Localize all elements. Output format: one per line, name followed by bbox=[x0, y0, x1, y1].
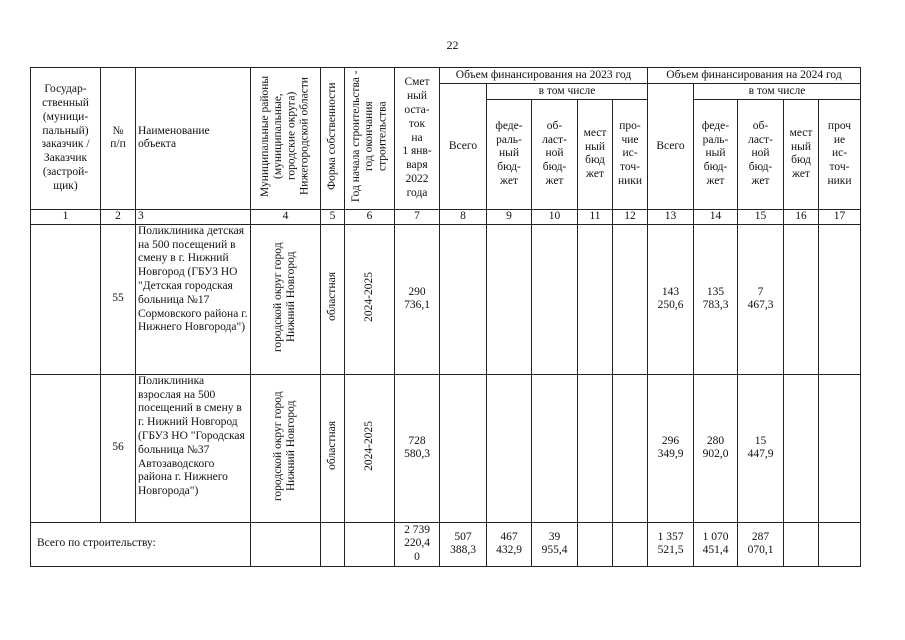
y2023-regional bbox=[532, 224, 578, 374]
y2024-federal: 280 902,0 bbox=[694, 374, 738, 522]
y2023-other bbox=[613, 374, 648, 522]
header-years: Год начала строительства - год окончания строительства bbox=[345, 68, 395, 210]
y2024-total: 296 349,9 bbox=[648, 374, 694, 522]
col-number: 16 bbox=[784, 209, 819, 224]
header-2023-other: про- чие ис- точ- ники bbox=[613, 99, 648, 209]
y2023-regional bbox=[532, 374, 578, 522]
row-number: 56 bbox=[101, 374, 136, 522]
header-estimate: Смет ный оста- ток на 1 янв- варя 2022 года bbox=[395, 68, 440, 210]
header-district: Муниципальные районы (муниципальные, городские округа) Нижегородской области bbox=[251, 68, 321, 210]
header-2023-total: Всего bbox=[440, 84, 487, 210]
table-row bbox=[31, 374, 861, 522]
header-ownership: Форма собственности bbox=[321, 68, 345, 210]
y2024-local bbox=[784, 374, 819, 522]
totals-y2023-local bbox=[578, 522, 613, 566]
totals-y2024-federal: 1 070 451,4 bbox=[694, 522, 738, 566]
y2023-local bbox=[578, 374, 613, 522]
totals-y2024-other bbox=[819, 522, 861, 566]
header-2023-local: мест ный бюд жет bbox=[578, 99, 613, 209]
col-number: 7 bbox=[395, 209, 440, 224]
totals-y2023-other bbox=[613, 522, 648, 566]
header-2024-regional: об- ласт- ной бюд- жет bbox=[738, 99, 784, 209]
col-number: 2 bbox=[101, 209, 136, 224]
y2024-federal: 135 783,3 bbox=[694, 224, 738, 374]
header-fin-2023: Объем финансирования на 2023 год bbox=[440, 68, 648, 84]
totals-estimate: 2 739 220,4 0 bbox=[395, 522, 440, 566]
totals-empty bbox=[345, 522, 395, 566]
y2023-other bbox=[613, 224, 648, 374]
header-2024-total: Всего bbox=[648, 84, 694, 210]
col-number: 12 bbox=[613, 209, 648, 224]
col-number: 10 bbox=[532, 209, 578, 224]
y2023-federal bbox=[487, 374, 532, 522]
col-number: 3 bbox=[136, 209, 251, 224]
y2023-federal bbox=[487, 224, 532, 374]
y2024-other bbox=[819, 224, 861, 374]
page-number: 22 bbox=[446, 38, 459, 52]
totals-y2023-total: 507 388,3 bbox=[440, 522, 487, 566]
y2024-regional: 7 467,3 bbox=[738, 224, 784, 374]
col-number: 6 bbox=[345, 209, 395, 224]
ownership-cell: областная bbox=[321, 224, 345, 374]
col-number: 14 bbox=[694, 209, 738, 224]
object-name: Поликлиника взрослая на 500 посещений в смену в г. Нижний Новгород (ГБУЗ НО "Городская больница №37 Автозаводского района г. Нижнего Новгорода") bbox=[136, 374, 251, 522]
col-number: 15 bbox=[738, 209, 784, 224]
header-fin-2024: Объем финансирования на 2024 год bbox=[648, 68, 861, 84]
col-number: 17 bbox=[819, 209, 861, 224]
col-number: 1 bbox=[31, 209, 101, 224]
y2024-total: 143 250,6 bbox=[648, 224, 694, 374]
header-2023-federal: феде- раль- ный бюд- жет bbox=[487, 99, 532, 209]
y2023-total bbox=[440, 224, 487, 374]
estimate-cell: 290 736,1 bbox=[395, 224, 440, 374]
header-2024-including: в том числе bbox=[694, 84, 861, 100]
years-cell: 2024-2025 bbox=[345, 224, 395, 374]
district-cell: городской округ город Нижний Новгород bbox=[251, 374, 321, 522]
header-2023-including: в том числе bbox=[487, 84, 648, 100]
col-number: 4 bbox=[251, 209, 321, 224]
y2024-local bbox=[784, 224, 819, 374]
district-cell: городской округ город Нижний Новгород bbox=[251, 224, 321, 374]
estimate-cell: 728 580,3 bbox=[395, 374, 440, 522]
header-2023-regional: об- ласт- ной бюд- жет bbox=[532, 99, 578, 209]
customer-cell bbox=[31, 374, 101, 522]
column-number-row bbox=[31, 209, 861, 224]
customer-cell bbox=[31, 224, 101, 374]
totals-empty bbox=[251, 522, 321, 566]
y2023-local bbox=[578, 224, 613, 374]
totals-y2023-regional: 39 955,4 bbox=[532, 522, 578, 566]
years-cell: 2024-2025 bbox=[345, 374, 395, 522]
totals-y2024-total: 1 357 521,5 bbox=[648, 522, 694, 566]
table-row bbox=[31, 224, 861, 374]
header-object-name: Наименование объекта bbox=[136, 68, 251, 210]
y2023-total bbox=[440, 374, 487, 522]
totals-label: Всего по строительству: bbox=[31, 522, 251, 566]
header-2024-federal: феде- раль- ный бюд- жет bbox=[694, 99, 738, 209]
col-number: 5 bbox=[321, 209, 345, 224]
totals-row bbox=[31, 522, 861, 566]
header-2024-local: мест ный бюд жет bbox=[784, 99, 819, 209]
col-number: 13 bbox=[648, 209, 694, 224]
totals-y2024-regional: 287 070,1 bbox=[738, 522, 784, 566]
object-name: Поликлиника детская на 500 посещений в смену в г. Нижний Новгород (ГБУЗ НО "Детская городская больница №17 Сормовского района г. Нижнего Новгорода") bbox=[136, 224, 251, 374]
row-number: 55 bbox=[101, 224, 136, 374]
col-number: 8 bbox=[440, 209, 487, 224]
y2024-regional: 15 447,9 bbox=[738, 374, 784, 522]
totals-y2023-federal: 467 432,9 bbox=[487, 522, 532, 566]
header-customer: Государ- ственный (муници- пальный) заказчик / Заказчик (застрой- щик) bbox=[31, 68, 101, 210]
financing-table bbox=[30, 67, 861, 567]
y2024-other bbox=[819, 374, 861, 522]
col-number: 11 bbox=[578, 209, 613, 224]
header-number: № п/п bbox=[101, 68, 136, 210]
header-2024-other: проч ие ис- точ- ники bbox=[819, 99, 861, 209]
ownership-cell: областная bbox=[321, 374, 345, 522]
totals-empty bbox=[321, 522, 345, 566]
totals-y2024-local bbox=[784, 522, 819, 566]
col-number: 9 bbox=[487, 209, 532, 224]
